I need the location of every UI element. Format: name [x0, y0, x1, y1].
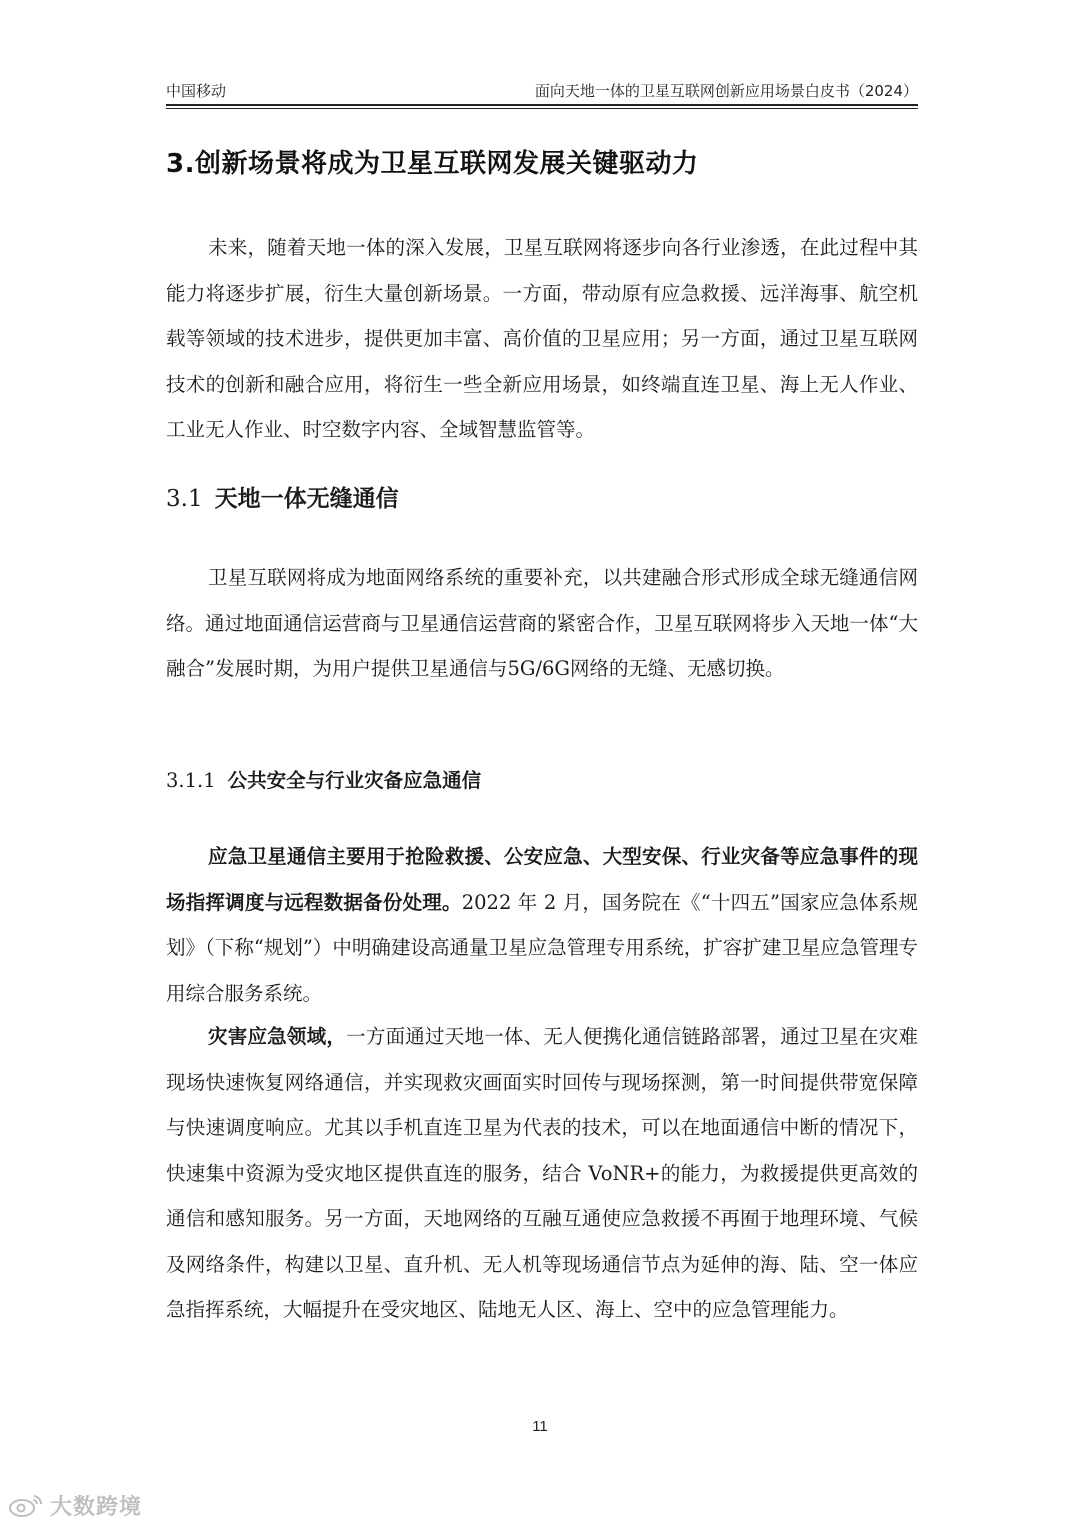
section-3-heading: 3.创新场景将成为卫星互联网发展关键驱动力	[166, 149, 699, 179]
page-number: 11	[532, 1418, 548, 1435]
watermark	[8, 1490, 142, 1520]
emergency-paragraph	[166, 834, 918, 1016]
section-3-1-1-title: 公共安全与行业灾备应急通信	[227, 769, 482, 792]
disaster-lead: 灾害应急领域，	[208, 1025, 347, 1048]
emergency-lead: 应急卫星通信主要用于抢险救援、公安应急、大型安保、行业灾备等应急事件的现场指挥调度与远程数据备份处理。	[166, 845, 918, 914]
section-3-1-title: 天地一体无缝通信	[214, 486, 399, 512]
emergency-body: 2022 年 2 月，国务院在《“十四五”国家应急体系规划》（下称“规划”）中明确建设高通量卫星应急管理专用系统，扩容扩建卫星应急管理专用综合服务系统。	[166, 890, 918, 1005]
header-org: 中国移动	[166, 82, 227, 100]
disaster-body: 一方面通过天地一体、无人便携化通信链路部署，通过卫星在灾难现场快速恢复网络通信，并实现救灾画面实时回传与现场探测，第一时间提供带宽保障与快速调度响应。尤其以手机直连卫星为代表的技术，可以在地面通信中断的情况下，快速集中资源为受灾地区提供直连的服务，结合 VoNR+的能力，为救援提供更高效的通信和感知服务。另一方面，天地网络的互融互通使应急救援不再囿于地理环境、气候及网络条件，构建以卫星、直升机、无人机等现场通信节点为延伸的海、陆、空一体应急指挥系统，大幅提升在受灾地区、陆地无人区、海上、空中的应急管理能力。	[166, 1025, 918, 1321]
weibo-logo-icon	[8, 1493, 44, 1517]
section-3-paragraph: 未来，随着天地一体的深入发展，卫星互联网将逐步向各行业渗透，在此过程中其能力将逐步扩展，衍生大量创新场景。一方面，带动原有应急救援、远洋海事、航空机载等领域的技术进步，提供更加丰富、高价值的卫星应用；另一方面，通过卫星互联网技术的创新和融合应用，将衍生一些全新应用场景，如终端直连卫星、海上无人作业、工业无人作业、时空数字内容、全域智慧监管等。	[166, 236, 918, 441]
section-3-1-1-heading	[166, 765, 481, 793]
section-3-1-1-number: 3.1.1	[166, 769, 216, 792]
watermark-text: 大数跨境	[50, 1494, 143, 1520]
header-rule-thin	[166, 108, 918, 109]
section-3-1-number: 3.1	[166, 486, 203, 512]
disaster-paragraph	[166, 1014, 918, 1333]
header-rule	[166, 104, 918, 106]
section-3-1-heading	[166, 480, 399, 513]
page-header	[166, 80, 918, 104]
section-3-1-paragraph: 卫星互联网将成为地面网络系统的重要补充，以共建融合形式形成全球无缝通信网络。通过地面通信运营商与卫星通信运营商的紧密合作，卫星互联网将步入天地一体“大融合”发展时期，为用户提供卫星通信与5G/6G网络的无缝、无感切换。	[166, 566, 918, 680]
header-doc-title: 面向天地一体的卫星互联网创新应用场景白皮书（2024）	[534, 82, 918, 100]
